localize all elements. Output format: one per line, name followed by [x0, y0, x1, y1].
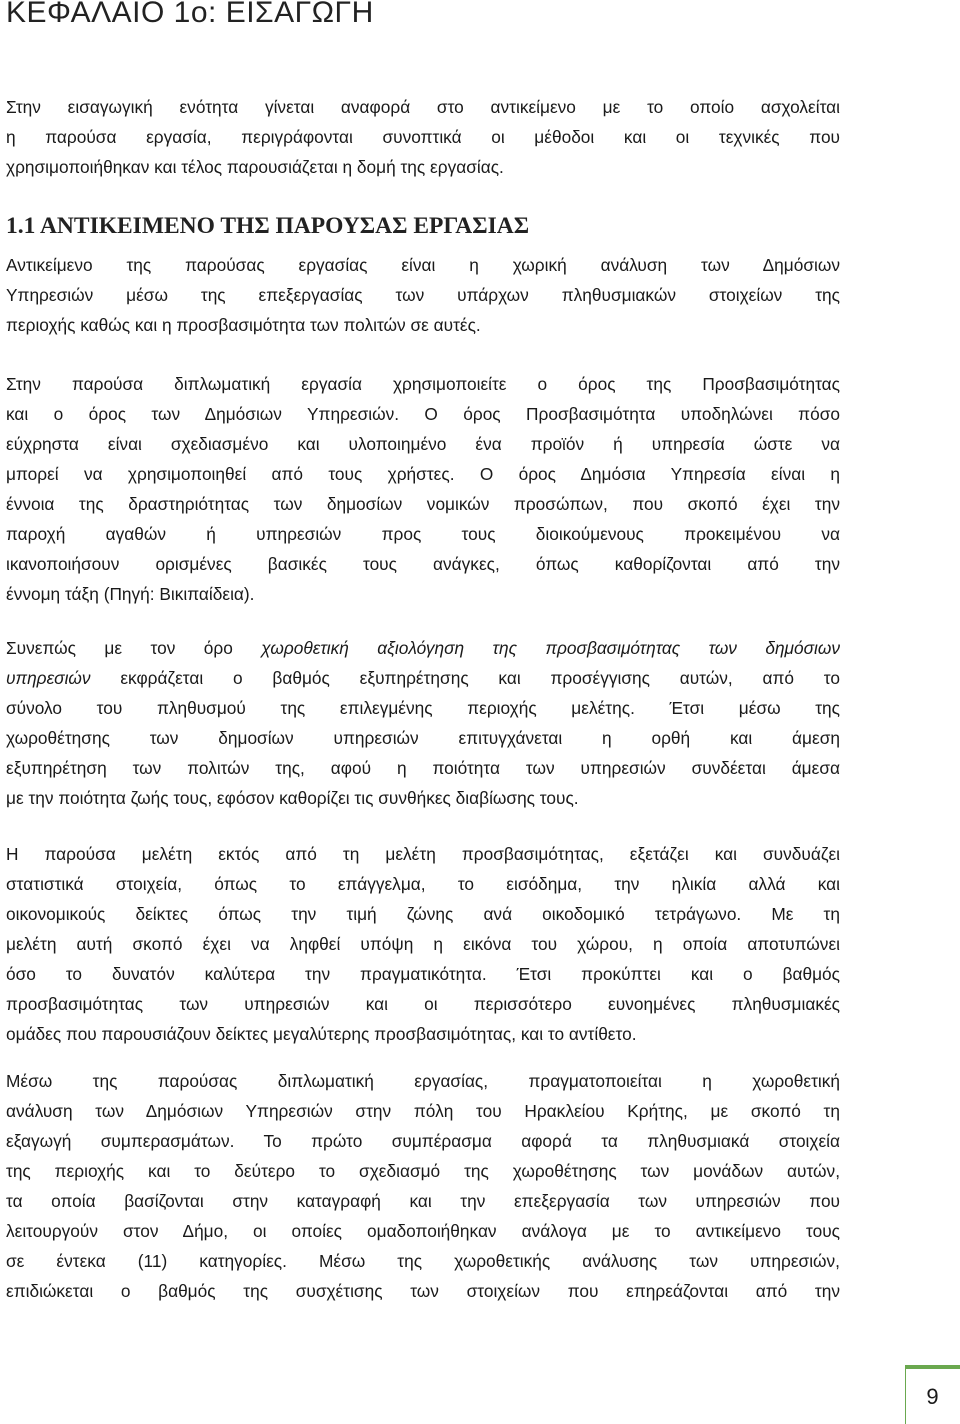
text-run: εκφράζεται ο βαθμός εξυπηρέτησης και προσέγγισης αυτών, από το: [90, 668, 840, 688]
subject-paragraph: [6, 250, 840, 340]
intro-paragraph: [6, 92, 840, 182]
text-line: επιδιώκεται ο βαθμός της συσχέτισης των στοιχείων που επηρεάζονται από την: [6, 1281, 840, 1301]
text-line: [6, 663, 840, 693]
text-line: εύχρηστα είναι σχεδιασμένο και υλοποιημένο ένα προϊόν ή υπηρεσία ώστε να: [6, 434, 840, 454]
text-line: της περιοχής και το δεύτερο το σχεδιασμό της χωροθέτησης των μονάδων αυτών,: [6, 1161, 840, 1181]
chapter-title: ΚΕΦΑΛΑΙΟ 1ο: ΕΙΣΑΓΩΓΗ: [6, 0, 374, 29]
text-line: παροχή αγαθών ή υπηρεσιών προς τους διοικούμενους προκειμένου να: [6, 524, 840, 544]
text-line: εξυπηρέτηση των πολιτών της, αφού η ποιότητα των υπηρεσιών συνδέεται άμεσα: [6, 758, 840, 778]
text-line: Υπηρεσιών μέσω της επεξεργασίας των υπάρχων πληθυσμιακών στοιχείων της: [6, 285, 840, 305]
text-line: μελέτη αυτή σκοπό έχει να ληφθεί υπόψη η εικόνα του χώρου, η οποία αποτυπώνει: [6, 934, 840, 954]
text-line: σε έντεκα (11) κατηγορίες. Μέσω της χωροθετικής ανάλυσης των υπηρεσιών,: [6, 1251, 840, 1271]
evaluation-paragraph: [6, 633, 840, 813]
text-line: [6, 633, 840, 663]
text-line: τα οποία βασίζονται στην καταγραφή και την επεξεργασία των υπηρεσιών που: [6, 1191, 840, 1211]
study-paragraph: [6, 839, 840, 1049]
definitions-paragraph: [6, 369, 840, 609]
text-line: έννοια της δραστηριότητας των δημοσίων νομικών προσώπων, που σκοπό έχει την: [6, 494, 840, 514]
text-line: η παρούσα εργασία, περιγράφονται συνοπτικά οι μέθοδοι και οι τεχνικές που: [6, 127, 840, 147]
italic-term: υπηρεσιών: [6, 668, 91, 688]
text-line: Μέσω της παρούσας διπλωματική εργασίας, πραγματοποιείται η χωροθετική: [6, 1071, 840, 1091]
text-line: περιοχής καθώς και η προσβασιμότητα των πολιτών σε αυτές.: [6, 315, 481, 335]
text-line: έννομη τάξη (Πηγή: Βικιπαίδεια).: [6, 584, 255, 604]
text-line: οικονομικούς δείκτες όπως την τιμή ζώνης ανά οικοδομικό τετράγωνο. Με τη: [6, 904, 840, 924]
text-line: ανάλυση των Δημόσιων Υπηρεσιών στην πόλη του Ηρακλείου Κρήτης, με σκοπό τη: [6, 1101, 840, 1121]
text-line: όσο το δυνατόν καλύτερα την πραγματικότητα. Έτσι προκύπτει και ο βαθμός: [6, 964, 840, 984]
page-number-badge: [905, 1365, 960, 1424]
text-line: στατιστικά στοιχεία, όπως το επάγγελμα, το εισόδημα, την ηλικία αλλά και: [6, 874, 840, 894]
page-number-divider: [905, 1369, 906, 1424]
section-heading: 1.1 ΑΝΤΙΚΕΙΜΕΝΟ ΤΗΣ ΠΑΡΟΥΣΑΣ ΕΡΓΑΣΙΑΣ: [6, 213, 530, 239]
text-line: μπορεί να χρησιμοποιηθεί από τους χρήστες. Ο όρος Δημόσια Υπηρεσία είναι η: [6, 464, 840, 484]
text-line: και ο όρος των Δημόσιων Υπηρεσιών. Ο όρος Προσβασιμότητα υποδηλώνει πόσο: [6, 404, 840, 424]
analysis-paragraph: [6, 1066, 840, 1306]
italic-term: χωροθετική αξιολόγηση της προσβασιμότητας των δημόσιων: [261, 638, 840, 658]
page-number: 9: [926, 1383, 939, 1409]
text-line: με την ποιότητα ζωής τους, εφόσον καθορίζει τις συνθήκες διαβίωσης τους.: [6, 788, 579, 808]
text-line: εξαγωγή συμπερασμάτων. Το πρώτο συμπέρασμα αφορά τα πληθυσμιακά στοιχεία: [6, 1131, 840, 1151]
text-line: σύνολο του πληθυσμού της επιλεγμένης περιοχής μελέτης. Έτσι μέσω της: [6, 698, 840, 718]
text-run: Συνεπώς με τον όρο: [6, 638, 262, 658]
text-line: χωροθέτησης των δημοσίων υπηρεσιών επιτυγχάνεται η ορθή και άμεση: [6, 728, 840, 748]
text-line: χρησιμοποιήθηκαν και τέλος παρουσιάζεται η δομή της εργασίας.: [6, 157, 504, 177]
text-line: λειτουργούν στον Δήμο, οι οποίες ομαδοποιήθηκαν ανάλογα με το αντικείμενο τους: [6, 1221, 840, 1241]
text-line: προσβασιμότητας των υπηρεσιών και οι περισσότερο ευνοημένες πληθυσμιακές: [6, 994, 840, 1014]
text-line: ομάδες που παρουσιάζουν δείκτες μεγαλύτερης προσβασιμότητας, και το αντίθετο.: [6, 1024, 637, 1044]
text-line: Η παρούσα μελέτη εκτός από τη μελέτη προσβασιμότητας, εξετάζει και συνδυάζει: [6, 844, 840, 864]
text-line: Στην παρούσα διπλωματική εργασία χρησιμοποιείτε ο όρος της Προσβασιμότητας: [6, 374, 840, 394]
text-line: Αντικείμενο της παρούσας εργασίας είναι η χωρική ανάλυση των Δημόσιων: [6, 255, 840, 275]
text-line: ικανοποιήσουν ορισμένες βασικές τους ανάγκες, όπως καθορίζονται από την: [6, 554, 840, 574]
text-line: Στην εισαγωγική ενότητα γίνεται αναφορά στο αντικείμενο με το οποίο ασχολείται: [6, 97, 840, 117]
